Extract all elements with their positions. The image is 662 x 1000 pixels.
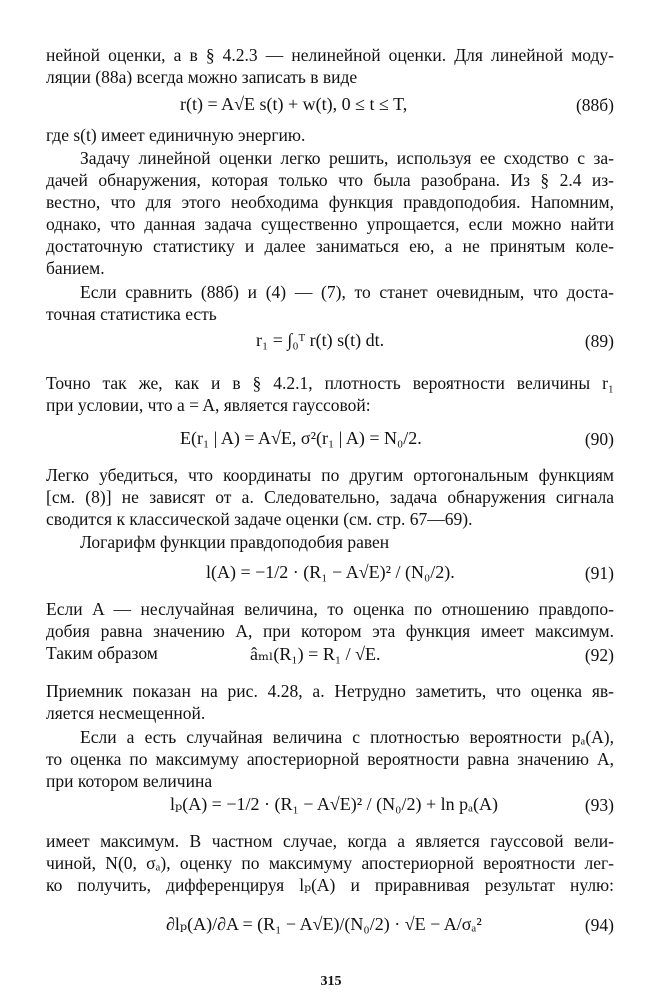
- equation-90: E(r₁ | A) = A√E, σ²(r₁ | A) = N₀/2.: [180, 428, 422, 448]
- equation-number: (94): [584, 915, 614, 935]
- text-line: Легко убедиться, что координаты по другим ортогональным функциям: [46, 465, 614, 485]
- text-line: Задачу линейной оценки легко решить, используя ее сходство с за-: [80, 148, 614, 168]
- text-line: ляции (88а) всегда можно записать в виде: [46, 67, 358, 87]
- text-line: Логарифм функции правдоподобия равен: [80, 532, 390, 552]
- text-line: нейной оценки, а в § 4.2.3 — нелинейной оценки. Для линейной моду-: [46, 45, 614, 65]
- text-line: то оценка по максимуму апостериорной вероятности равна значению A,: [46, 749, 614, 769]
- text-line: Если a есть случайная величина с плотностью вероятности pₐ(A),: [80, 727, 614, 747]
- equation-number: (90): [584, 429, 614, 449]
- text-line: сводится к классической задаче оценки (см. стр. 67—69).: [46, 509, 473, 529]
- text-line: ко получить, дифференцируя lₚ(A) и приравнивая результат нулю:: [46, 875, 614, 895]
- text-line: точная статистика есть: [46, 304, 217, 324]
- text-line: однако, что данная задача существенно упрощается, если можно найти: [46, 214, 614, 234]
- text-line: банием.: [46, 258, 105, 278]
- equation-91: l(A) = −1/2 · (R₁ − A√E)² / (N₀/2).: [206, 562, 455, 582]
- text-line: при условии, что a = A, является гауссовой:: [46, 395, 371, 415]
- page-number: 315: [320, 974, 342, 989]
- text-line: Если A — неслучайная величина, то оценка по отношению правдопо-: [46, 599, 614, 619]
- text-line: при котором величина: [46, 771, 213, 791]
- text-line: где s(t) имеет единичную энергию.: [46, 125, 306, 145]
- text-line: имеет максимум. В частном случае, когда a является гауссовой вели-: [46, 831, 614, 851]
- equation-88b: r(t) = A√E s(t) + w(t), 0 ≤ t ≤ T,: [180, 94, 408, 114]
- text-line: [см. (8)] не зависят от a. Следовательно, задача обнаружения сигнала: [46, 487, 614, 507]
- equation-number: (91): [584, 563, 614, 583]
- equation-89: r₁ = ∫₀ᵀ r(t) s(t) dt.: [256, 330, 385, 350]
- equation-number: (88б): [575, 95, 614, 115]
- equation-number: (89): [584, 331, 614, 351]
- text-line: добия равна значению A, при котором эта функция имеет максимум.: [46, 621, 614, 641]
- equation-94: ∂lₚ(A)/∂A = (R₁ − A√E)/(N₀/2) · √E − A/σₐ²: [166, 914, 482, 934]
- text-line: ляется несмещенной.: [46, 703, 206, 723]
- text-line: Точно так же, как и в § 4.2.1, плотность вероятности величины r₁: [46, 373, 614, 393]
- equation-93: lₚ(A) = −1/2 · (R₁ − A√E)² / (N₀/2) + ln pₐ(A): [170, 794, 499, 814]
- text-line: Приемник показан на рис. 4.28, a. Нетрудно заметить, что оценка яв-: [46, 681, 614, 701]
- text-line: Таким образом: [46, 643, 158, 663]
- equation-number: (93): [584, 795, 614, 815]
- equation-92: âₘₗ(R₁) = R₁ / √E.: [250, 644, 381, 664]
- text-line: достаточную статистику и далее заниматься ею, а не принятым коле-: [46, 236, 614, 256]
- text-line: чиной, N(0, σₐ), оценку по максимуму апостериорной вероятности лег-: [46, 853, 614, 873]
- text-line: дачей обнаружения, которая только что была разобрана. Из § 2.4 из-: [46, 170, 614, 190]
- text-line: вестно, что для этого необходима функция правдоподобия. Напомним,: [46, 192, 614, 212]
- equation-number: (92): [584, 645, 614, 665]
- text-line: Если сравнить (88б) и (4) — (7), то станет очевидным, что доста-: [80, 282, 614, 302]
